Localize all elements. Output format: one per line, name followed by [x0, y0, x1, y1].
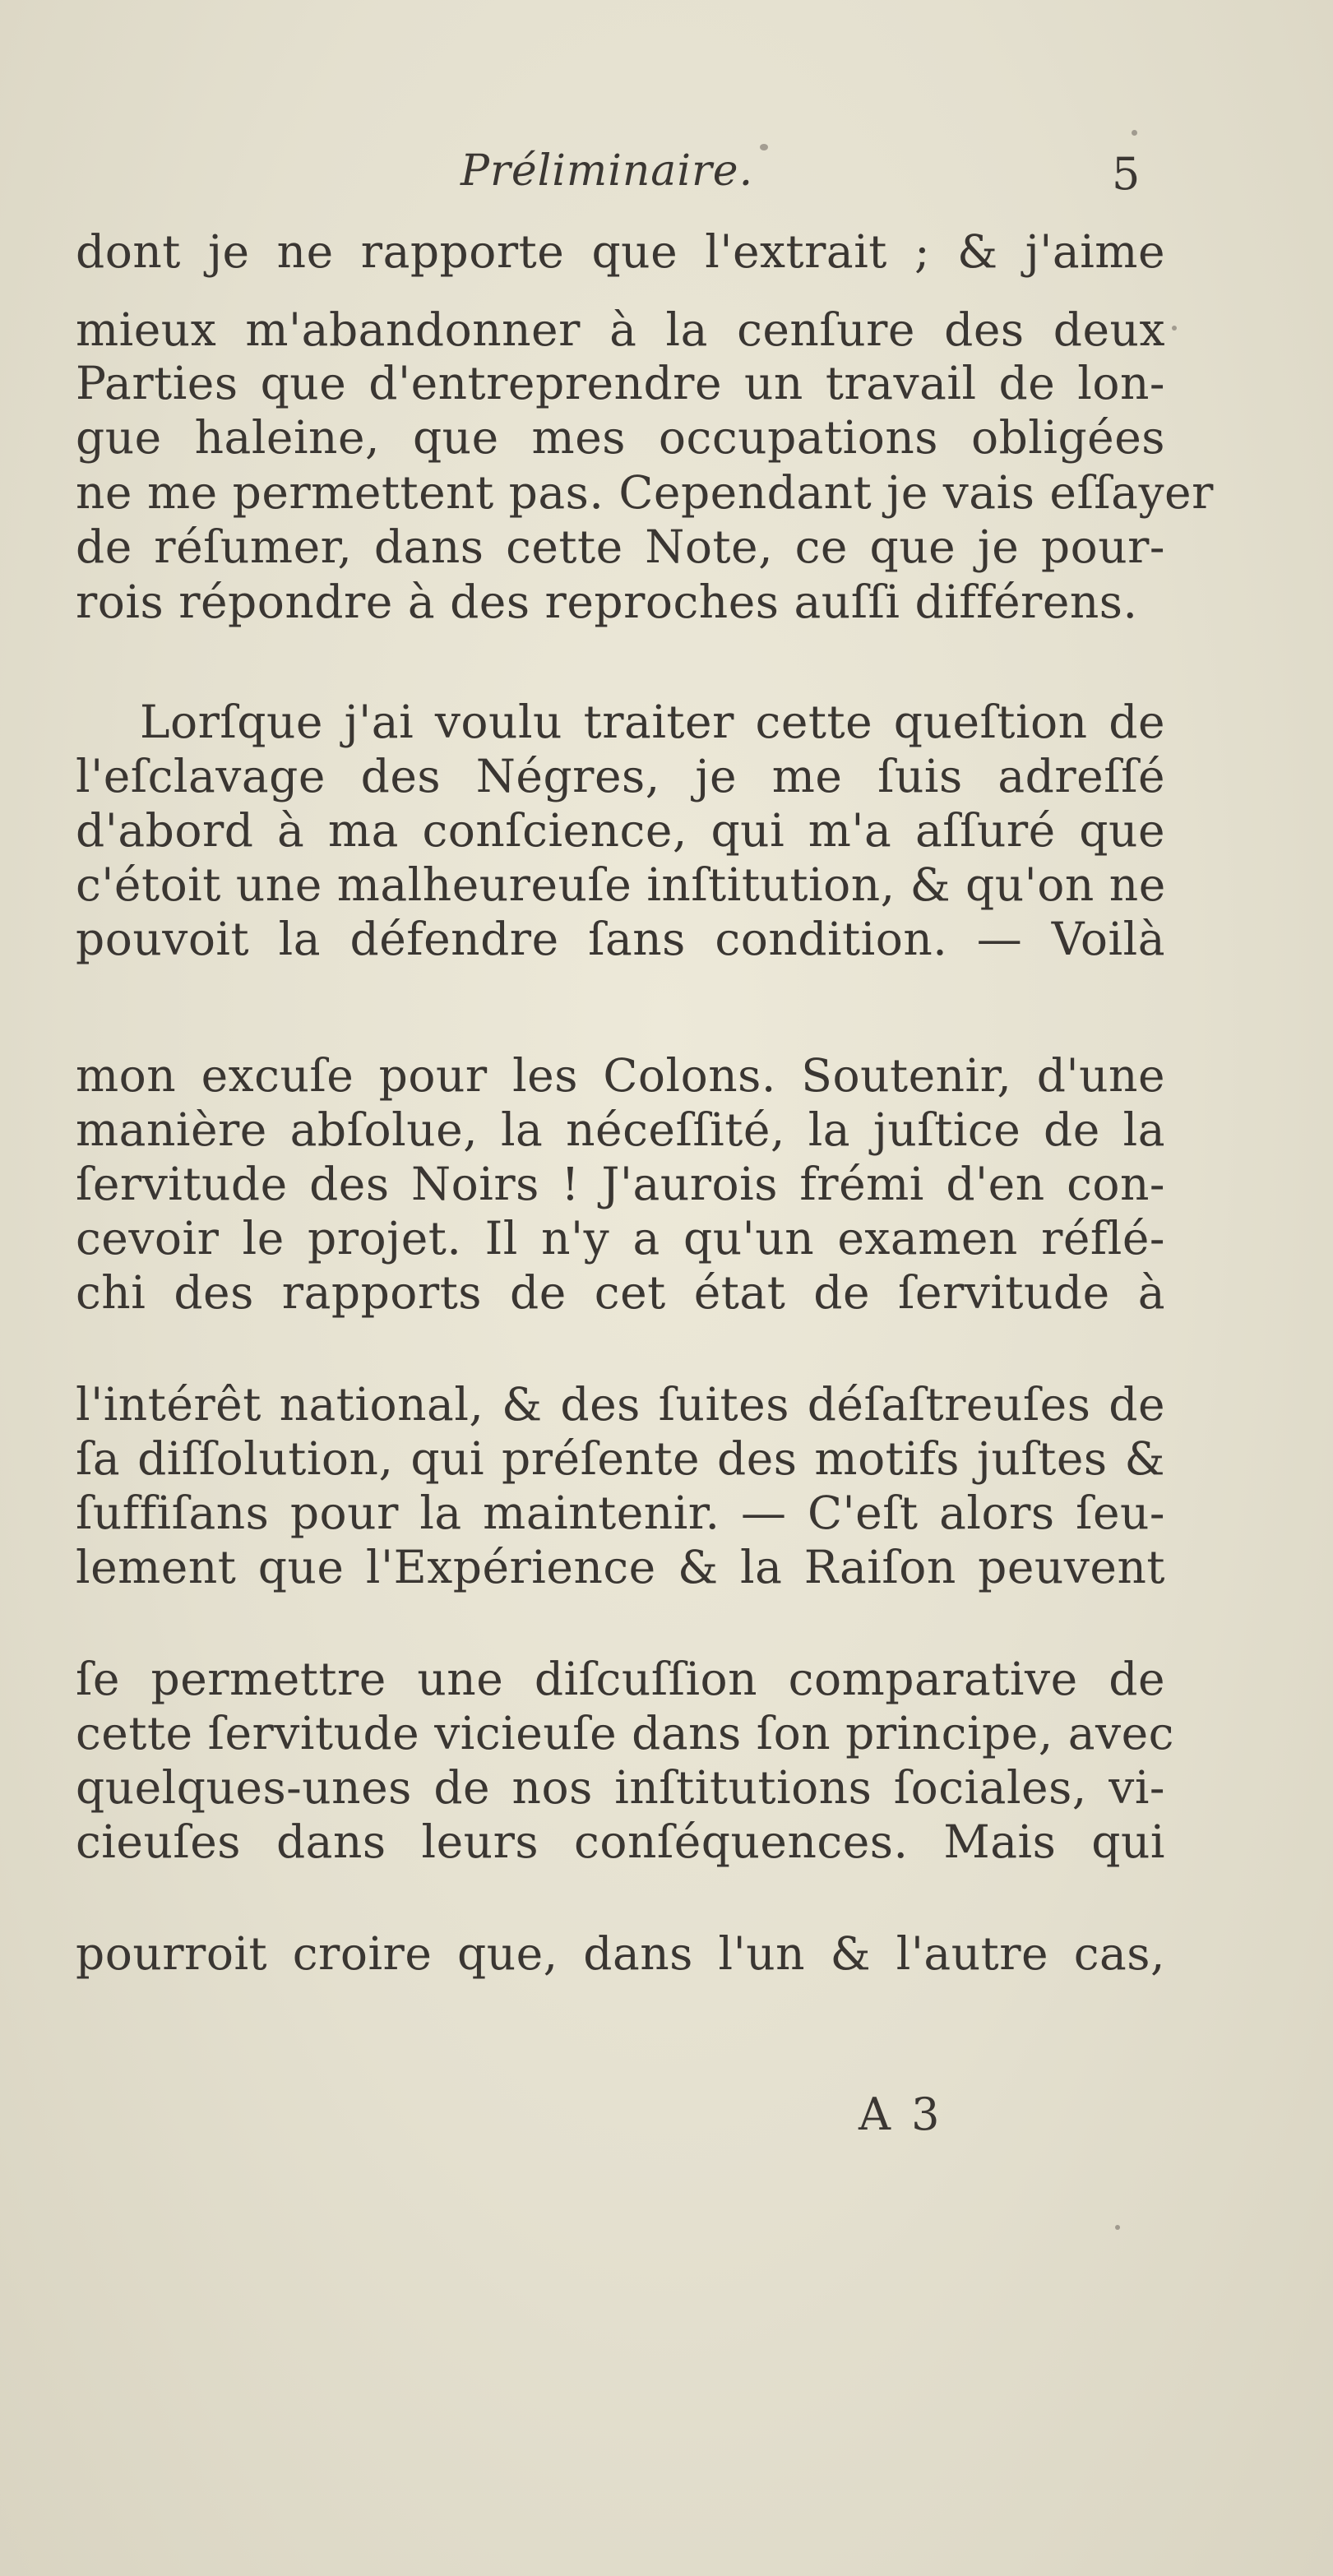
text-line: de réſumer, dans cette Note, ce que je pour-: [76, 520, 1165, 573]
page-number: 5: [1112, 148, 1141, 200]
text-line: [76, 1982, 1165, 2034]
text-line: cette ſervitude vicieuſe dans ſon principe, avec: [76, 1707, 1174, 1760]
text-line: ſervitude des Noirs ! J'aurois frémi d'en con-: [76, 1158, 1165, 1210]
paper-speck: [1132, 130, 1137, 136]
text-line: quelques-unes de nos inſtitutions ſociales, vi-: [76, 1761, 1165, 1814]
paper-speck: [1172, 326, 1177, 331]
text-line: Lorſque j'ai voulu traiter cette queſtion de: [140, 696, 1165, 748]
text-line: d'abord à ma conſcience, qui m'a aſſuré que: [76, 804, 1165, 857]
paper-speck: [1115, 2225, 1120, 2230]
text-line: pouvoit la défendre ſans condition. — Voilà: [76, 913, 1165, 965]
paper-speck: [760, 144, 768, 150]
text-line: l'eſclavage des Négres, je me ſuis adreſſé: [76, 750, 1165, 802]
text-line: mon excuſe pour les Colons. Soutenir, d'une: [76, 1049, 1165, 1102]
text-line: l'intérêt national, & des ſuites déſaſtreuſes de: [76, 1378, 1165, 1431]
running-head: Préliminaire.: [461, 146, 754, 196]
text-line: c'étoit une malheureuſe inſtitution, & qu'on ne: [76, 858, 1166, 911]
text-line: dont je ne rapporte que l'extrait ; & j'aime: [76, 225, 1165, 278]
text-line: [76, 2036, 1165, 2088]
text-line: ne me permettent pas. Cependant je vais eſſayer: [76, 466, 1214, 519]
text-line: ſuffiſans pour la maintenir. — C'eſt alors ſeu-: [76, 1487, 1165, 1539]
text-line: cieuſes dans leurs conſéquences. Mais qui: [76, 1815, 1165, 1868]
text-line: chi des rapports de cet état de ſervitude à: [76, 1266, 1165, 1319]
text-line: manière abſolue, la néceſſité, la juſtice de la: [76, 1103, 1165, 1156]
text-line: ſe permettre une diſcuſſion comparative de: [76, 1653, 1165, 1705]
text-line: Parties que d'entreprendre un travail de lon-: [76, 357, 1165, 409]
page-header: [0, 146, 1333, 212]
signature-mark: A 3: [859, 2088, 943, 2140]
text-line: cevoir le projet. Il n'y a qu'un examen réflé-: [76, 1212, 1165, 1265]
text-line: pourroit croire que, dans l'un & l'autre cas,: [76, 1927, 1165, 1980]
text-line: gue haleine, que mes occupations obligées: [76, 411, 1165, 464]
text-line: rois répondre à des reproches auſſi différens.: [76, 576, 1138, 628]
text-line: lement que l'Expérience & la Raiſon peuvent: [76, 1541, 1165, 1593]
text-line: ſa diſſolution, qui préſente des motifs juſtes &: [76, 1432, 1165, 1485]
text-line: mieux m'abandonner à la cenſure des deux: [76, 303, 1165, 356]
